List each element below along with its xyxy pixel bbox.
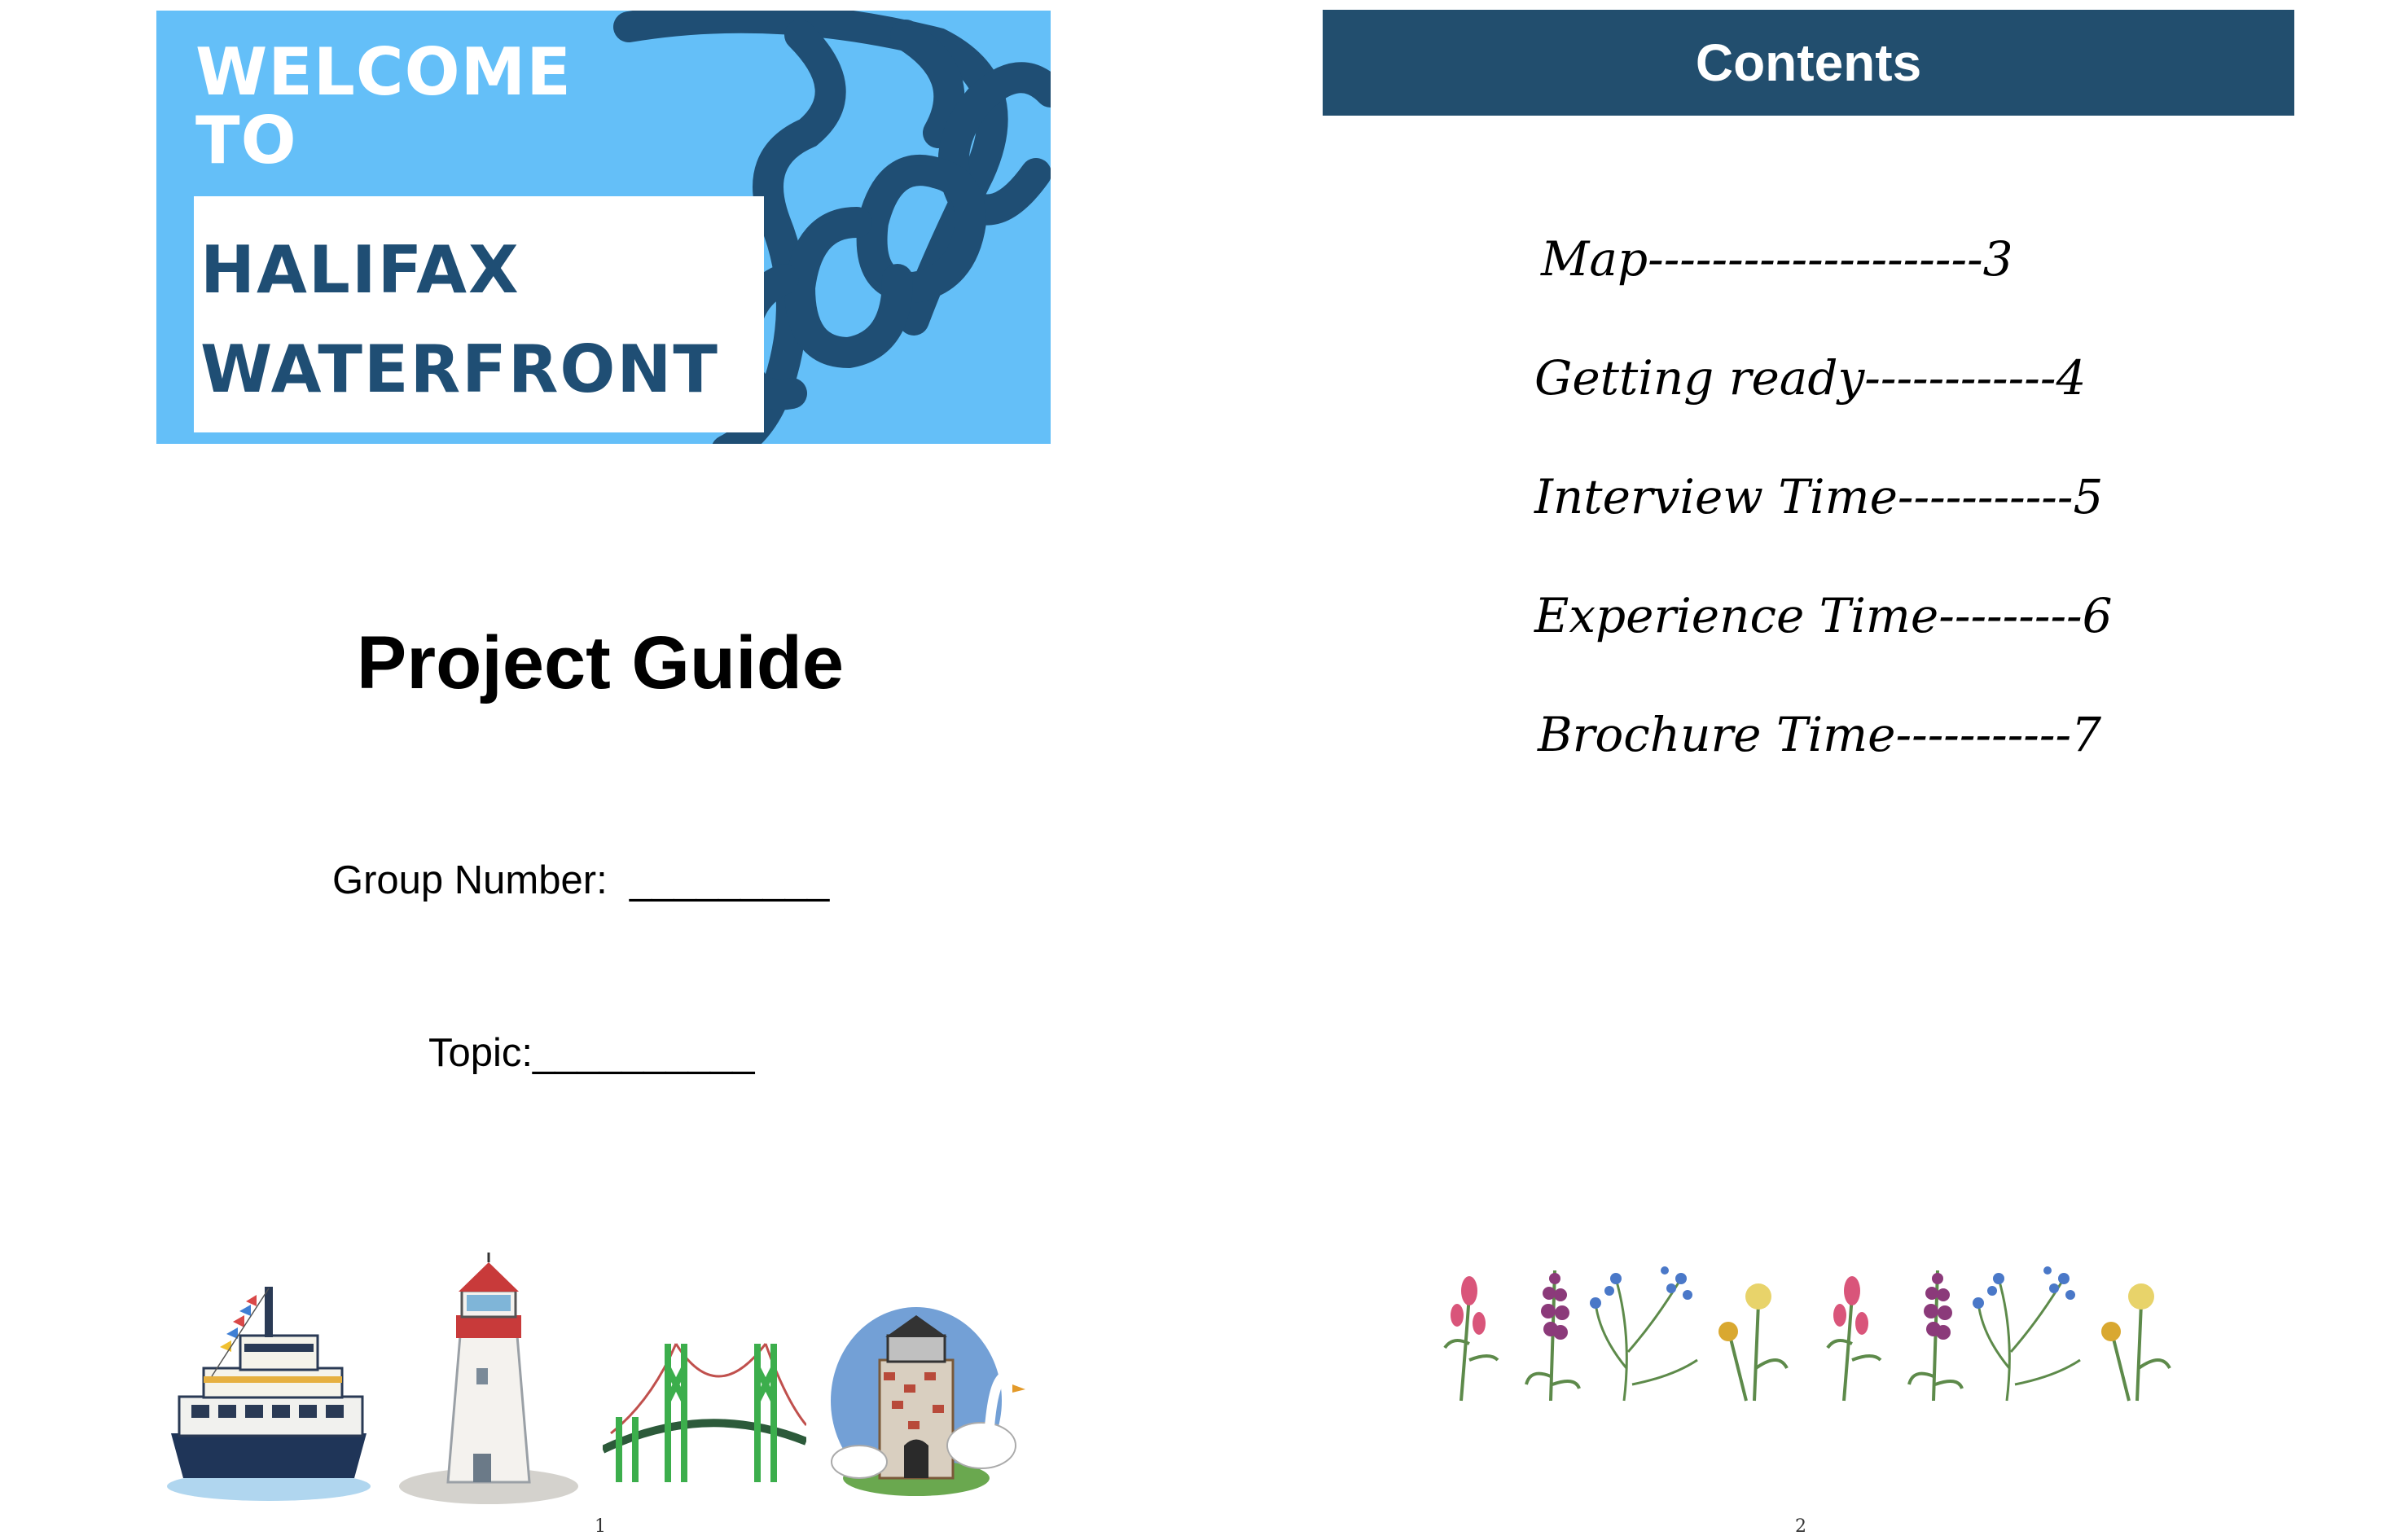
- toc-page: 4: [2056, 350, 2087, 406]
- toc-label: Experience Time: [1534, 588, 1939, 643]
- lighthouse-with-geese-icon: [827, 1238, 1026, 1507]
- toc-dashes: ------------: [1864, 350, 2056, 406]
- topic-blank: __________: [533, 1031, 755, 1075]
- toc-dashes: -----------: [1897, 469, 2074, 524]
- wildflowers-border-icon: [1429, 1246, 2194, 1409]
- lighthouse-icon: [395, 1238, 582, 1507]
- toc-item[interactable]: [1526, 350, 2210, 415]
- welcome-banner: [156, 11, 1051, 444]
- toc-label: Getting ready: [1534, 350, 1865, 406]
- group-number-label: Group Number:: [332, 858, 608, 902]
- toc-dashes: ---------------------: [1648, 231, 1983, 287]
- toc-dashes: -----------: [1895, 707, 2072, 762]
- ferry-icon: [163, 1238, 375, 1507]
- place-name-box: [194, 196, 764, 432]
- toc-page: 6: [2082, 588, 2113, 643]
- welcome-line-2: TO: [195, 103, 297, 178]
- page-2: [1200, 0, 2401, 1540]
- toc-page: 3: [1982, 231, 2013, 287]
- topic-field: [428, 1030, 755, 1076]
- group-number-blank: _________: [629, 858, 830, 902]
- group-number-field: [332, 858, 829, 903]
- page-number: 1: [595, 1516, 606, 1537]
- toc-label: Interview Time: [1534, 469, 1898, 524]
- welcome-line-1: WELCOME: [195, 34, 572, 110]
- bridge-icon: [603, 1238, 806, 1507]
- topic-label: Topic:: [428, 1031, 533, 1075]
- welcome-heading: [195, 34, 572, 178]
- toc-page: 7: [2071, 707, 2101, 762]
- halifax-illustrations: [163, 1238, 1026, 1507]
- toc-item[interactable]: [1526, 588, 2210, 653]
- toc-item[interactable]: [1526, 469, 2210, 534]
- place-line-1: HALIFAX: [200, 232, 520, 308]
- place-line-2: WATERFRONT: [200, 331, 719, 407]
- toc-item[interactable]: [1526, 231, 2210, 296]
- toc-page: 5: [2073, 469, 2104, 524]
- toc-label: Brochure Time: [1538, 707, 1896, 762]
- page-number: 2: [1795, 1516, 1806, 1537]
- toc-item[interactable]: [1526, 707, 2210, 772]
- toc-label: Map: [1541, 231, 1648, 287]
- page-title: Project Guide: [356, 621, 845, 704]
- contents-heading: Contents: [1323, 10, 2294, 116]
- page-1: [0, 0, 1200, 1540]
- toc-dashes: ---------: [1938, 588, 2083, 643]
